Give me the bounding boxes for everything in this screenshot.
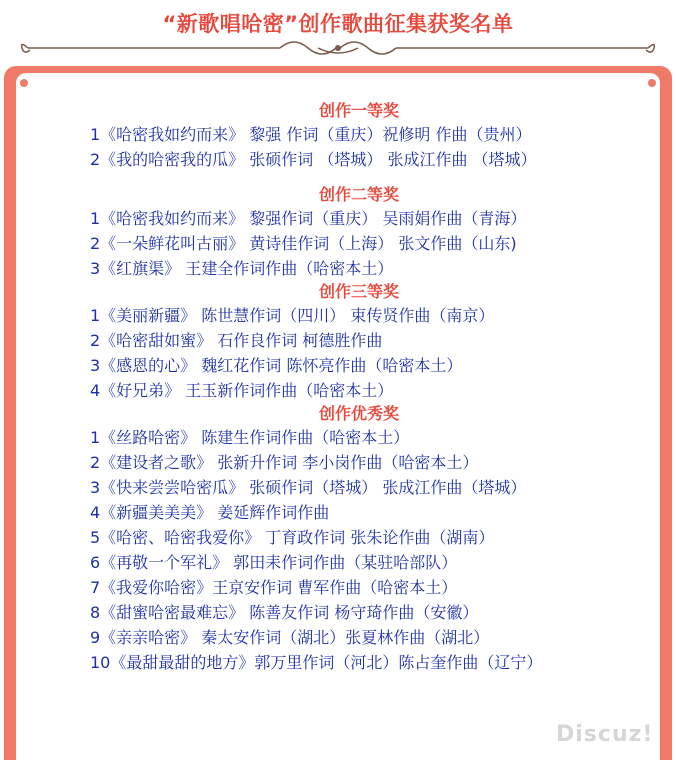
section-heading: 创作一等奖: [318, 101, 399, 120]
list-item: 7《我爱你哈密》王京安作词 曹军作曲（哈密本土）: [90, 578, 458, 597]
section-heading: 创作优秀奖: [318, 404, 399, 423]
list-item: 2《一朵鲜花叫古丽》 黄诗佳作词（上海） 张文作曲（山东): [90, 234, 517, 253]
section-first-prize: [16, 100, 660, 172]
discuz-watermark: Discuz!: [556, 722, 654, 747]
list-item: 2《哈密甜如蜜》 石作良作词 柯德胜作曲: [90, 331, 383, 350]
list-item: 3《感恩的心》 魏红花作词 陈怀亮作曲（哈密本土）: [90, 356, 463, 375]
list-item: 4《新疆美美美》 姜延辉作词作曲: [90, 503, 330, 522]
page-title: “新歌唱哈密”创作歌曲征集获奖名单: [162, 12, 514, 36]
section-heading: 创作二等奖: [318, 185, 399, 204]
list-item: 6《再敬一个军礼》 郭田耒作词作曲（某驻哈部队）: [90, 553, 458, 572]
list-item: 1《哈密我如约而来》 黎强作词（重庆） 吴雨娟作曲（青海）: [90, 209, 527, 228]
list-item: 1《哈密我如约而来》 黎强 作词（重庆）祝修明 作曲（贵州）: [90, 125, 532, 144]
section-excellence-prize: [16, 403, 660, 675]
list-item: 3《红旗渠》 王建全作词作曲（哈密本土）: [90, 259, 394, 278]
list-item: 1《丝路哈密》 陈建生作词作曲（哈密本土）: [90, 428, 410, 447]
section-second-prize: [16, 184, 660, 281]
award-list: [16, 100, 660, 675]
list-item: 2《建设者之歌》 张新升作词 李小岗作曲（哈密本土）: [90, 453, 479, 472]
ornamental-divider: [18, 38, 658, 58]
list-item: 10《最甜最甜的地方》郭万里作词（河北）陈占奎作曲（辽宁）: [90, 653, 543, 672]
list-item: 8《甜蜜哈密最难忘》 陈善友作词 杨守琦作曲（安徽）: [90, 603, 479, 622]
list-item: 5《哈密、哈密我爱你》 丁育政作词 张朱论作曲（湖南）: [90, 528, 495, 547]
list-item: 2《我的哈密我的瓜》 张硕作词 （塔城） 张成江作曲 （塔城）: [90, 150, 537, 169]
section-heading: 创作三等奖: [318, 282, 399, 301]
section-third-prize: [16, 281, 660, 403]
list-item: 3《快来尝尝哈密瓜》 张硕作词（塔城） 张成江作曲（塔城）: [90, 478, 527, 497]
corner-dot-right: [648, 79, 656, 87]
list-item: 1《美丽新疆》 陈世慧作词（四川） 束传贤作曲（南京）: [90, 306, 495, 325]
list-item: 9《亲亲哈密》 秦太安作词（湖北）张夏林作曲（湖北）: [90, 628, 490, 647]
list-item: 4《好兄弟》 王玉新作词作曲（哈密本土）: [90, 381, 394, 400]
corner-dot-left: [20, 79, 28, 87]
